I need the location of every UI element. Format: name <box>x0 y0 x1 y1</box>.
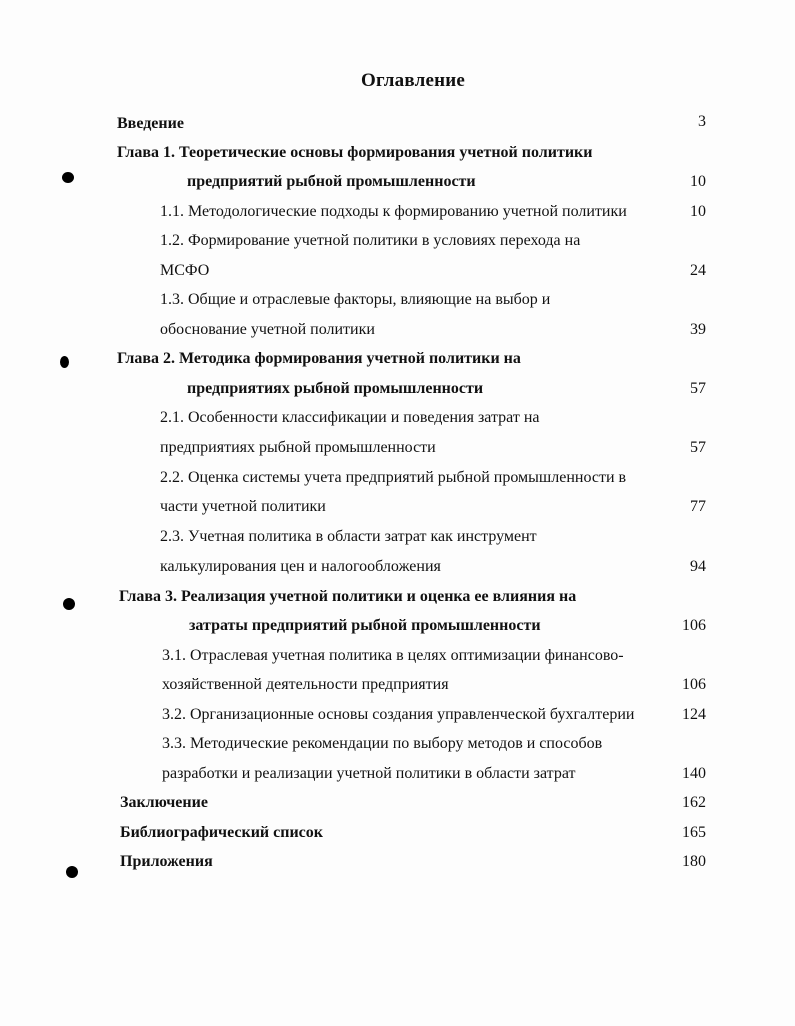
toc-section-3-1-line1: 3.1. Отраслевая учетная политика в целях оптимизации финансово- <box>162 647 624 664</box>
toc-section-2-3-line1: 2.3. Учетная политика в области затрат как инструмент <box>160 528 537 545</box>
toc-page-2-2: 77 <box>690 498 706 515</box>
toc-page-1-1: 10 <box>690 203 706 220</box>
toc-page-chapter-3: 106 <box>682 617 706 634</box>
toc-page-1-3: 39 <box>690 321 706 338</box>
toc-page-3-3: 140 <box>682 765 706 782</box>
toc-title: Оглавление <box>360 70 466 91</box>
toc-page-chapter-1: 10 <box>690 173 706 190</box>
toc-page-conclusion: 162 <box>682 794 706 811</box>
toc-entry-appendices: Приложения <box>120 853 213 870</box>
toc-page-3-2: 124 <box>682 706 706 723</box>
toc-section-3-3-line2: разработки и реализации учетной политики в области затрат <box>162 765 576 782</box>
toc-section-2-2-line1: 2.2. Оценка системы учета предприятий рыбной промышленности в <box>160 469 627 486</box>
toc-chapter-2-line2: предприятиях рыбной промышленности <box>187 380 484 397</box>
toc-chapter-2-line1: Глава 2. Методика формирования учетной политики на <box>117 350 521 367</box>
toc-page-appendices: 180 <box>682 853 706 870</box>
toc-chapter-3-line2: затраты предприятий рыбной промышленности <box>189 617 541 634</box>
toc-section-1-3-line1: 1.3. Общие и отраслевые факторы, влияющие на выбор и <box>160 291 551 308</box>
toc-section-1-2-line2: МСФО <box>160 262 210 279</box>
toc-chapter-3-line1: Глава 3. Реализация учетной политики и оценка ее влияния на <box>119 588 577 605</box>
scan-mark-3 <box>63 598 75 610</box>
toc-chapter-1-line2: предприятий рыбной промышленности <box>187 173 476 190</box>
toc-section-2-3-line2: калькулирования цен и налогообложения <box>160 558 441 575</box>
toc-page-bibliography: 165 <box>682 824 706 841</box>
scan-mark-2 <box>60 356 69 368</box>
toc-entry-intro: Введение <box>117 115 184 132</box>
toc-section-2-1-line2: предприятиях рыбной промышленности <box>160 439 436 456</box>
toc-section-2-2-line2: части учетной политики <box>160 498 326 515</box>
toc-page-2-3: 94 <box>690 558 706 575</box>
toc-page-2-1: 57 <box>690 439 706 456</box>
toc-section-1-3-line2: обоснование учетной политики <box>160 321 375 338</box>
scan-mark-1 <box>62 172 74 183</box>
toc-entry-conclusion: Заключение <box>120 794 208 811</box>
toc-chapter-1-line1: Глава 1. Теоретические основы формирования учетной политики <box>117 144 593 161</box>
toc-section-3-2: 3.2. Организационные основы создания управленческой бухгалтерии <box>162 706 635 723</box>
toc-section-1-2-line1: 1.2. Формирование учетной политики в условиях перехода на <box>160 232 581 249</box>
toc-entry-bibliography: Библиографический список <box>120 824 323 841</box>
toc-page-1-2: 24 <box>690 262 706 279</box>
toc-section-3-1-line2: хозяйственной деятельности предприятия <box>162 676 449 693</box>
toc-section-3-3-line1: 3.3. Методические рекомендации по выбору методов и способов <box>162 735 603 752</box>
toc-page-chapter-2: 57 <box>690 380 706 397</box>
scan-mark-4 <box>66 866 78 878</box>
toc-page-3-1: 106 <box>682 676 706 693</box>
toc-section-1-1: 1.1. Методологические подходы к формированию учетной политики <box>160 203 627 220</box>
toc-section-2-1-line1: 2.1. Особенности классификации и поведения затрат на <box>160 409 540 426</box>
toc-page-intro: 3 <box>698 113 706 130</box>
